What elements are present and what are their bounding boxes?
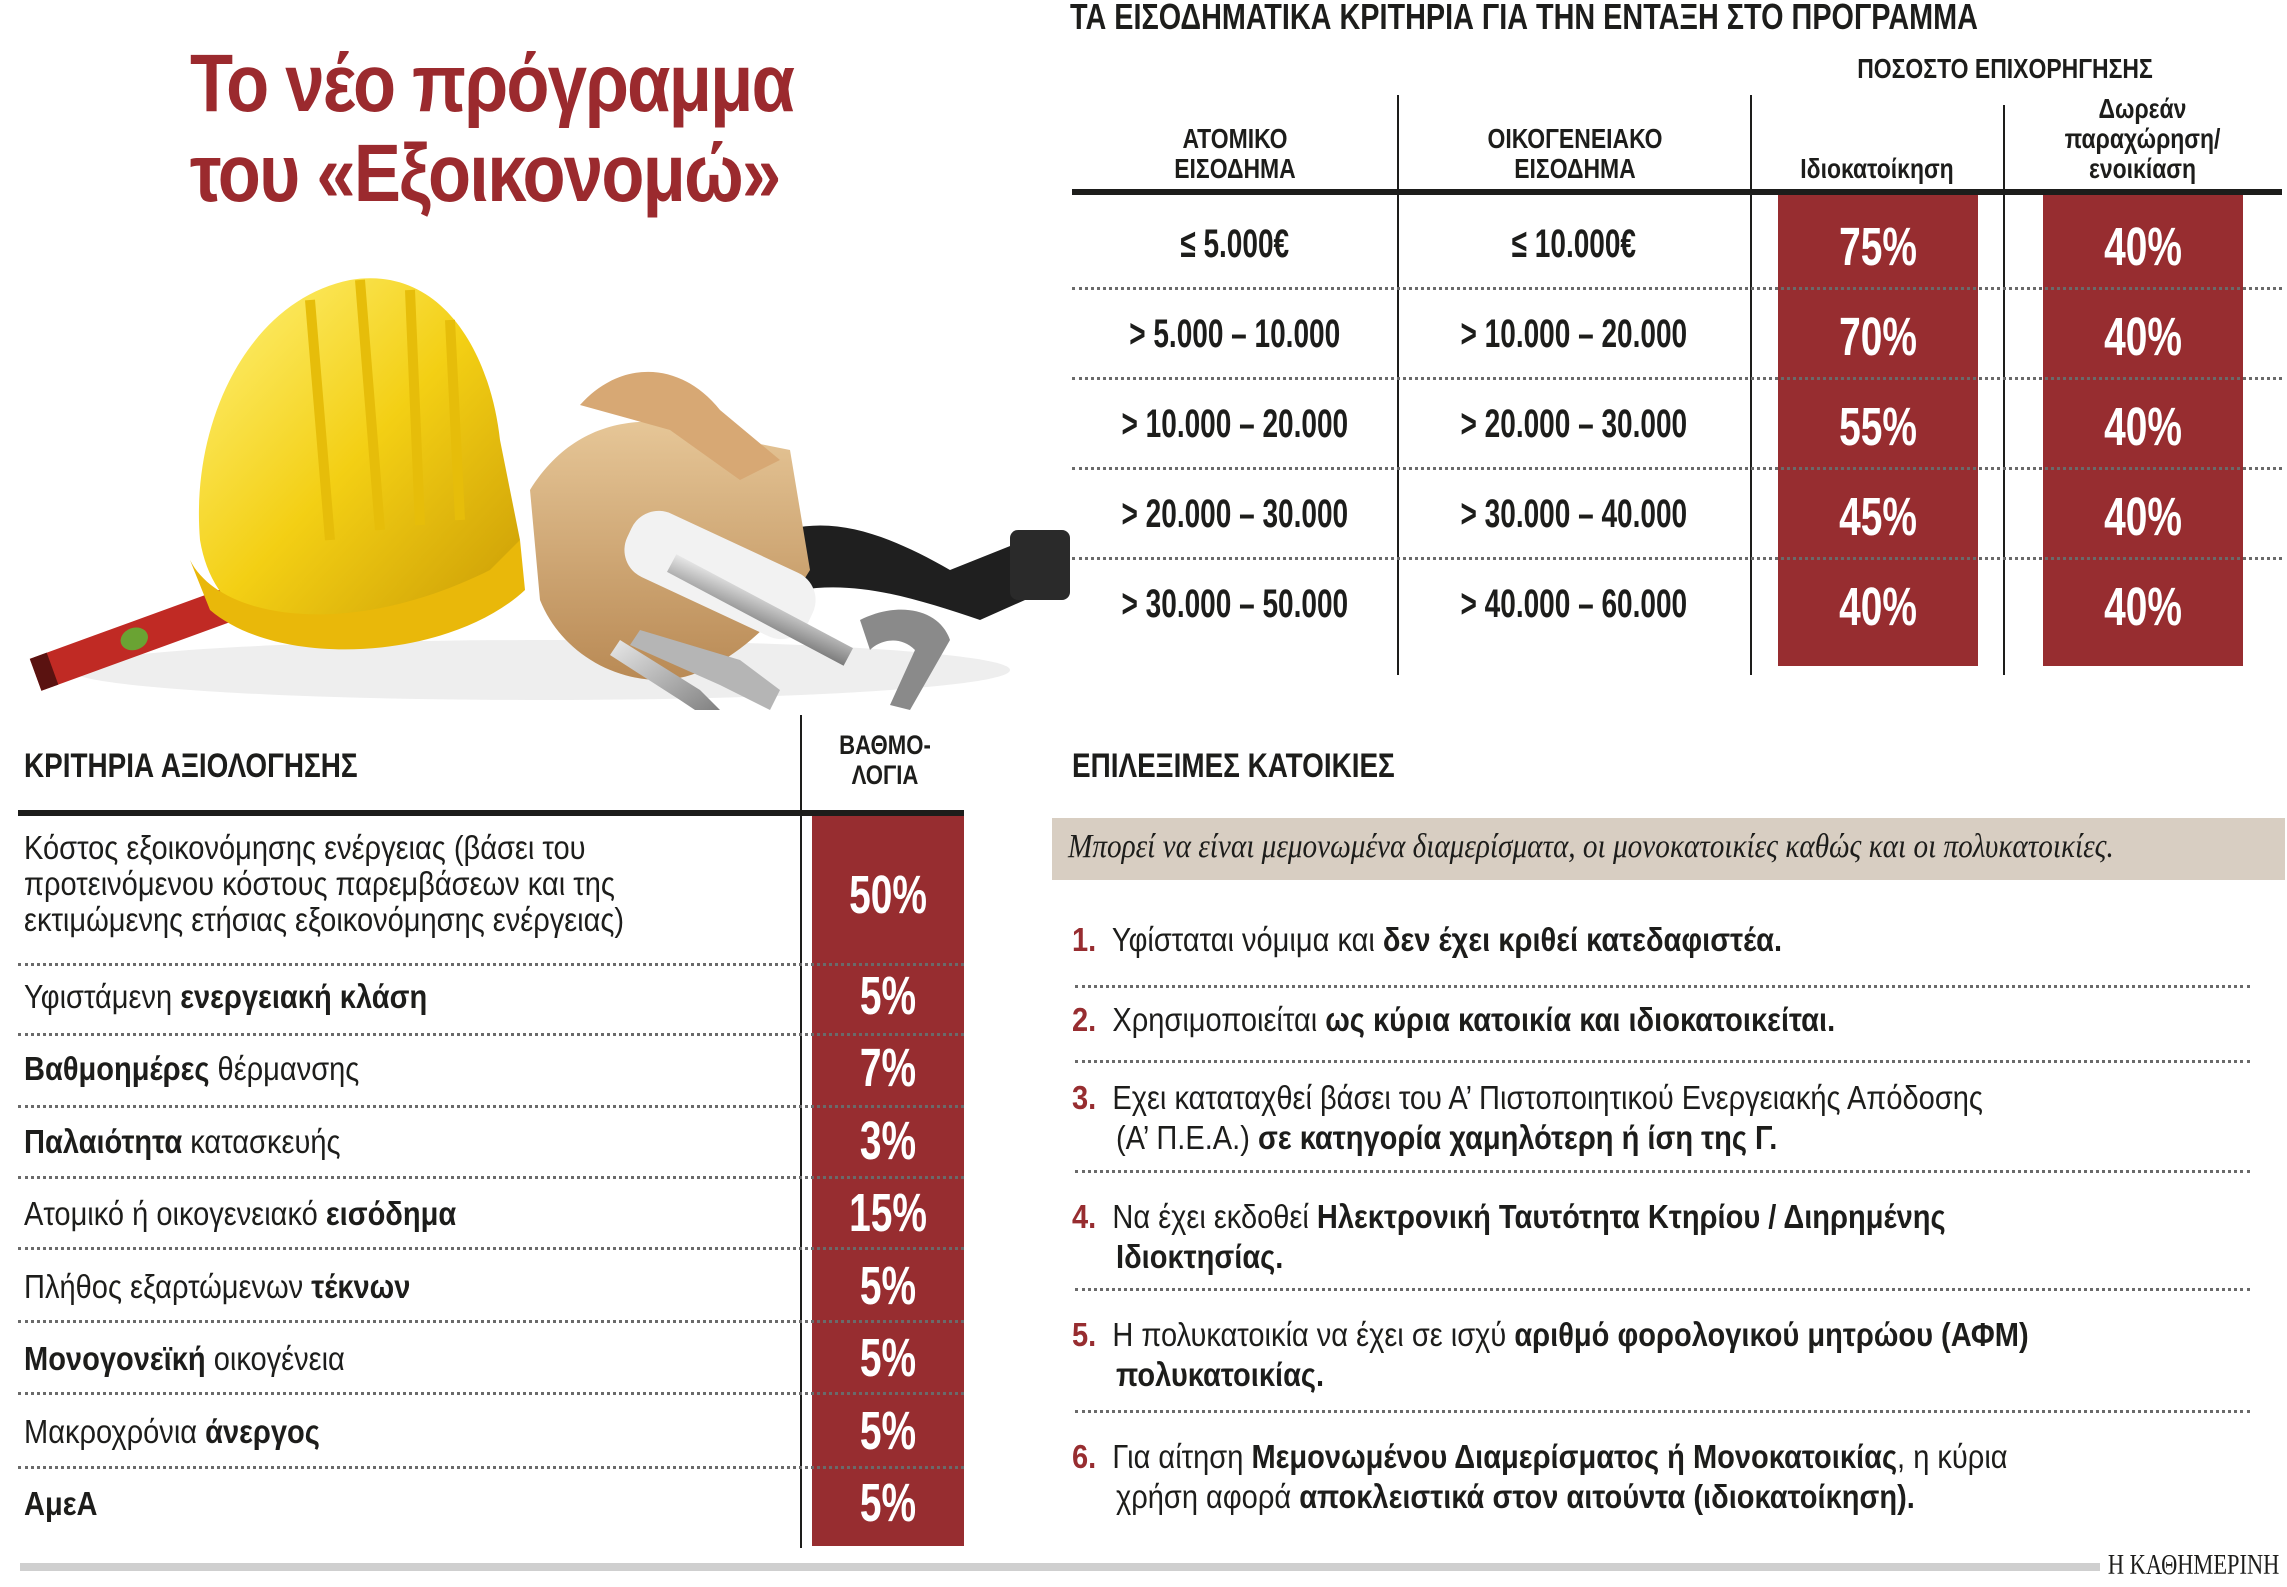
eligible-list-item: 6. Για αίτηση Μεμονωμένου Διαμερίσματος ή Μονοκατοικίας, η κύρια χρήση αφορά αποκλειστικά στον αιτούντα (ιδιοκατοίκηση). — [1072, 1438, 2008, 1515]
row-divider — [18, 1320, 964, 1323]
criteria-header-rule — [18, 810, 964, 816]
individual-income-cell: > 10.000 – 20.000 — [1121, 402, 1348, 446]
individual-income-cell: > 5.000 – 10.000 — [1129, 312, 1340, 356]
free-rent-pct-cell: 40% — [2104, 397, 2182, 457]
hard-hat — [190, 278, 525, 649]
score-column-header: ΒΑΘΜΟ- ΛΟΓΙΑ — [839, 730, 931, 790]
family-income-cell: > 40.000 – 60.000 — [1460, 582, 1687, 626]
criteria-label: ΑμεΑ — [24, 1485, 98, 1522]
criteria-score: 3% — [859, 1111, 917, 1171]
family-income-cell: > 10.000 – 20.000 — [1460, 312, 1687, 356]
criteria-heading: ΚΡΙΤΗΡΙΑ ΑΞΙΟΛΟΓΗΣΗΣ — [24, 747, 358, 785]
hard-hat-tools-image — [20, 240, 1080, 710]
criteria-row — [24, 1183, 964, 1252]
income-table-row — [1072, 397, 2282, 462]
criteria-label: Βαθμοημέρες θέρμανσης — [24, 1050, 360, 1087]
row-divider — [18, 1176, 964, 1179]
row-divider — [18, 1033, 964, 1036]
individual-income-cell: ≤ 5.000€ — [1180, 222, 1289, 266]
col-header-individual-income: ΑΤΟΜΙΚΟ ΕΙΣΟΔΗΜΑ — [1174, 123, 1296, 184]
row-divider — [18, 1247, 964, 1250]
eligible-list-item: 3. Εχει καταταχθεί βάσει του Α’ Πιστοποιητικού Ενεργειακής Απόδοσης (Α’ Π.Ε.Α.) σε κατηγορία χαμηλότερη ή ίση της Γ. — [1072, 1079, 1983, 1156]
row-divider — [1075, 1170, 2250, 1173]
row-divider — [1072, 287, 2282, 290]
col-header-free-rent: Δωρεάν παραχώρηση/ ενοικίαση — [2064, 93, 2221, 184]
criteria-label: Παλαιότητα κατασκευής — [24, 1123, 341, 1160]
criteria-score: 5% — [859, 1328, 917, 1388]
row-divider — [1072, 557, 2282, 560]
eligible-homes-banner — [1052, 818, 2285, 880]
publisher-brand: Η ΚΑΘΗΜΕΡΙΝΗ — [2107, 1550, 2279, 1581]
col-header-own-use: Ιδιοκατοίκηση — [1800, 153, 1954, 184]
family-income-cell: > 20.000 – 30.000 — [1460, 402, 1687, 446]
income-table-row — [1072, 577, 2282, 642]
page-title-line2: του «Εξοικονομώ» — [190, 128, 780, 219]
free-rent-pct-cell: 40% — [2104, 577, 2182, 637]
criteria-score: 5% — [859, 966, 917, 1026]
criteria-score: 5% — [859, 1401, 917, 1461]
criteria-label: Μακροχρόνια άνεργος — [24, 1413, 320, 1450]
eligible-homes-heading: ΕΠΙΛΕΞΙΜΕΣ ΚΑΤΟΙΚΙΕΣ — [1072, 747, 1395, 785]
eligible-list-item: 5. Η πολυκατοικία να έχει σε ισχύ αριθμό φορολογικού μητρώου (ΑΦΜ) πολυκατοικίας. — [1072, 1316, 2029, 1393]
row-divider — [1075, 1410, 2250, 1413]
criteria-label: Πλήθος εξαρτώμενων τέκνων — [24, 1268, 411, 1305]
family-income-cell: ≤ 10.000€ — [1511, 222, 1636, 266]
row-divider — [1075, 1060, 2250, 1063]
tools-illustration — [20, 240, 1080, 710]
criteria-label: Ατομικό ή οικογενειακό εισόδημα — [24, 1195, 457, 1232]
individual-income-cell: > 20.000 – 30.000 — [1121, 492, 1348, 536]
criteria-row — [24, 1256, 964, 1325]
criteria-label: Μονογονεϊκή οικογένεια — [24, 1340, 345, 1377]
criteria-score: 50% — [849, 865, 927, 925]
criteria-row — [24, 1473, 964, 1542]
page-title-line1: Το νέο πρόγραμμα — [190, 38, 794, 129]
own-use-pct-cell: 40% — [1839, 577, 1917, 637]
row-divider — [1075, 1288, 2250, 1291]
criteria-score: 7% — [859, 1038, 917, 1098]
individual-income-cell: > 30.000 – 50.000 — [1121, 582, 1348, 626]
criteria-row — [24, 830, 964, 960]
row-divider — [18, 1392, 964, 1395]
free-rent-pct-cell: 40% — [2104, 217, 2182, 277]
row-divider — [18, 1466, 964, 1469]
criteria-score: 5% — [859, 1256, 917, 1316]
own-use-pct-cell: 75% — [1839, 217, 1917, 277]
own-use-pct-cell: 55% — [1839, 397, 1917, 457]
grant-percentage-group-header: ΠΟΣΟΣΤΟ ΕΠΙΧΟΡΗΓΗΣΗΣ — [1857, 53, 2153, 84]
criteria-row — [24, 1401, 964, 1470]
eligible-homes-banner-text: Μπορεί να είναι μεμονωμένα διαμερίσματα, οι μονοκατοικίες καθώς και οι πολυκατοικίες. — [1068, 828, 2114, 865]
income-table-heading: ΤΑ ΕΙΣΟΔΗΜΑΤΙΚΑ ΚΡΙΤΗΡΙΑ ΓΙΑ ΤΗΝ ΕΝΤΑΞΗ ΣΤΟ ΠΡΟΓΡΑΜΜΑ — [1070, 0, 1978, 37]
criteria-label: Υφιστάμενη ενεργειακή κλάση — [24, 978, 428, 1015]
criteria-score: 15% — [849, 1183, 927, 1243]
row-divider — [1075, 985, 2250, 988]
income-table-row — [1072, 217, 2282, 282]
eligible-list-item: 2. Χρησιμοποιείται ως κύρια κατοικία και ιδιοκατοικείται. — [1072, 1001, 1836, 1038]
row-divider — [18, 1105, 964, 1108]
row-divider — [1072, 377, 2282, 380]
income-table-header-rule — [1072, 189, 2282, 195]
page-title — [190, 40, 809, 218]
own-use-pct-cell: 45% — [1839, 487, 1917, 547]
footer-rule — [20, 1563, 2100, 1571]
family-income-cell: > 30.000 – 40.000 — [1460, 492, 1687, 536]
eligible-list-item: 1. Υφίσταται νόμιμα και δεν έχει κριθεί κατεδαφιστέα. — [1072, 921, 1783, 958]
criteria-row — [24, 966, 964, 1035]
income-table-row — [1072, 307, 2282, 372]
income-table-row — [1072, 487, 2282, 552]
criteria-score: 5% — [859, 1473, 917, 1533]
own-use-pct-cell: 70% — [1839, 307, 1917, 367]
criteria-row — [24, 1038, 964, 1107]
criteria-label: Κόστος εξοικονόμησης ενέργειας (βάσει του προτεινόμενου κόστους παρεμβάσεων και της εκτιμώμενης ετήσιας εξοικονόμησης ενέργειας) — [24, 829, 625, 938]
eligible-list-item: 4. Να έχει εκδοθεί Ηλεκτρονική Ταυτότητα Κτηρίου / Διηρημένης Ιδιοκτησίας. — [1072, 1198, 1946, 1275]
criteria-row — [24, 1111, 964, 1180]
criteria-row — [24, 1328, 964, 1397]
free-rent-pct-cell: 40% — [2104, 487, 2182, 547]
row-divider — [1072, 467, 2282, 470]
free-rent-pct-cell: 40% — [2104, 307, 2182, 367]
col-header-family-income: ΟΙΚΟΓΕΝΕΙΑΚΟ ΕΙΣΟΔΗΜΑ — [1487, 123, 1663, 184]
